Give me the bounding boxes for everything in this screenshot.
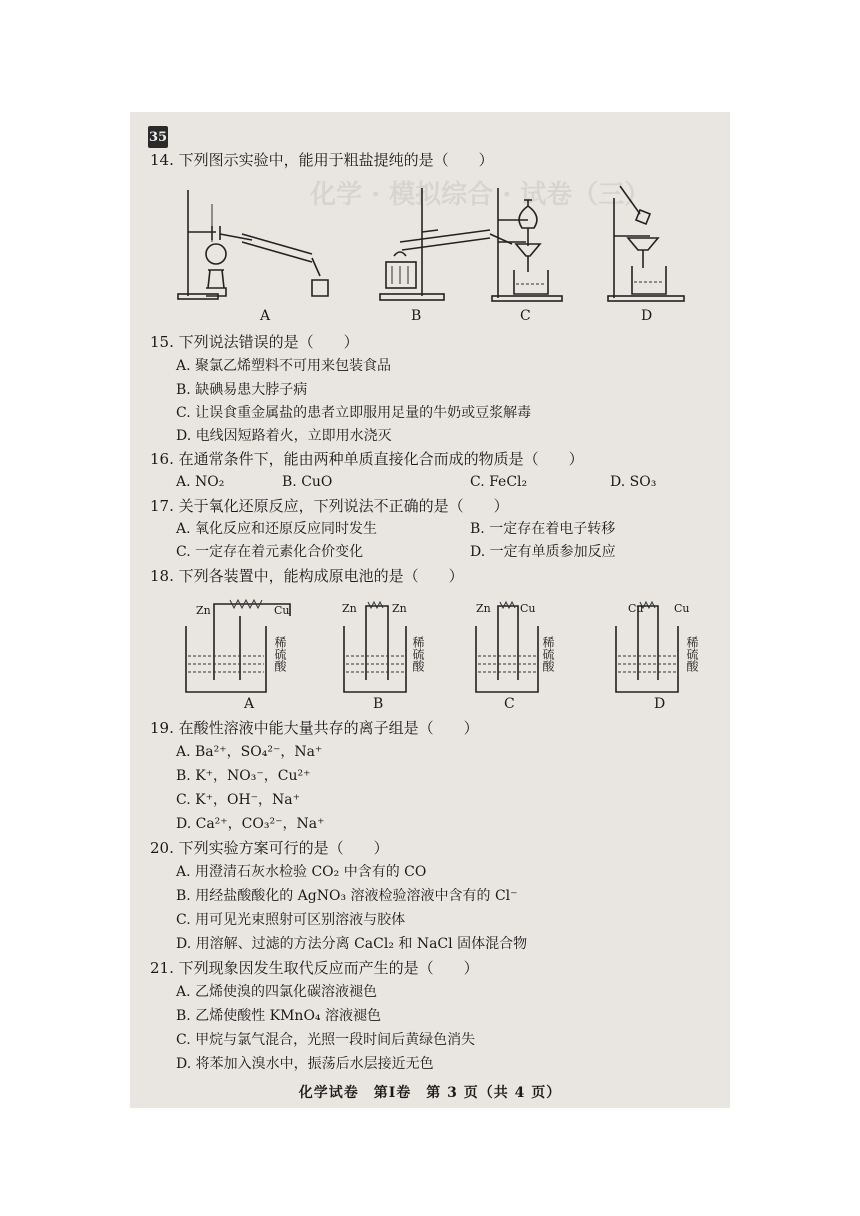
q16-option-a[interactable]: A. NO₂ [176,474,225,490]
cell-d-left-electrode: Cu [628,602,644,615]
q17-option-b[interactable]: B. 一定存在着电子转移 [470,521,616,537]
question-18-stem: 18. 下列各装置中，能构成原电池的是（ ） [150,567,464,585]
q15-option-b[interactable]: B. 缺碘易患大脖子病 [176,382,308,398]
q15-option-c[interactable]: C. 让误食重金属盐的患者立即服用足量的牛奶或豆浆解毒 [176,405,532,421]
q16-option-b[interactable]: B. CuO [282,474,333,490]
question-14-stem: 14. 下列图示实验中，能用于粗盐提纯的是（ ） [150,151,494,169]
q21-option-c[interactable]: C. 甲烷与氯气混合，光照一段时间后黄绿色消失 [176,1032,476,1048]
q15-option-a[interactable]: A. 聚氯乙烯塑料不可用来包装食品 [176,358,392,374]
q17-option-c[interactable]: C. 一定存在着元素化合价变化 [176,544,364,560]
cell-c-left-electrode: Zn [476,602,491,615]
q21-option-a[interactable]: A. 乙烯使溴的四氯化碳溶液褪色 [176,984,378,1000]
cell-b-solution-label: 稀硫酸 [411,636,425,672]
q19-option-a[interactable]: A. Ba²⁺，SO₄²⁻，Na⁺ [176,744,323,760]
q17-option-d[interactable]: D. 一定有单质参加反应 [470,544,616,560]
q14-label-c: C [520,308,531,324]
q14-label-a: A [260,308,271,324]
q18-label-c: C [504,696,515,712]
q21-option-b[interactable]: B. 乙烯使酸性 KMnO₄ 溶液褪色 [176,1008,381,1024]
q19-option-c[interactable]: C. K⁺，OH⁻，Na⁺ [176,792,301,808]
q14-label-b: B [411,308,422,324]
q19-option-b[interactable]: B. K⁺，NO₃⁻，Cu²⁺ [176,768,311,784]
q16-option-d[interactable]: D. SO₃ [610,474,657,490]
q18-label-d: D [654,696,666,712]
q20-option-b[interactable]: B. 用经盐酸酸化的 AgNO₃ 溶液检验溶液中含有的 Cl⁻ [176,888,518,904]
cell-d-right-electrode: Cu [674,602,690,615]
q18-label-a: A [244,696,255,712]
apparatus-14c-separatory-funnel [492,186,582,306]
apparatus-14d-evaporation [604,184,704,306]
question-19-stem: 19. 在酸性溶液中能大量共存的离子组是（ ） [150,719,479,737]
cell-c-right-electrode: Cu [520,602,536,615]
q19-option-d[interactable]: D. Ca²⁺，CO₃²⁻，Na⁺ [176,816,325,832]
cell-c-solution-label: 稀硫酸 [541,636,555,672]
question-20-stem: 20. 下列实验方案可行的是（ ） [150,839,389,857]
question-17-stem: 17. 关于氧化还原反应，下列说法不正确的是（ ） [150,497,509,515]
cell-d-solution-label: 稀硫酸 [685,636,699,672]
q15-option-d[interactable]: D. 电线因短路着火，立即用水浇灭 [176,428,392,444]
q18-label-b: B [373,696,384,712]
bleed-through-text: 化学 · 模拟综合 · 试卷（三） [310,180,651,210]
q16-option-c[interactable]: C. FeCl₂ [470,474,528,490]
q20-option-c[interactable]: C. 用可见光束照射可区别溶液与胶体 [176,912,406,928]
cell-b-right-electrode: Zn [392,602,407,615]
q20-option-d[interactable]: D. 用溶解、过滤的方法分离 CaCl₂ 和 NaCl 固体混合物 [176,936,528,952]
question-21-stem: 21. 下列现象因发生取代反应而产生的是（ ） [150,959,479,977]
q14-label-d: D [641,308,653,324]
question-15-stem: 15. 下列说法错误的是（ ） [150,333,359,351]
q17-option-a[interactable]: A. 氧化反应和还原反应同时发生 [176,521,378,537]
apparatus-14a-distillation [182,184,332,304]
cell-b-left-electrode: Zn [342,602,357,615]
q20-option-a[interactable]: A. 用澄清石灰水检验 CO₂ 中含有的 CO [176,864,427,880]
page-badge: 35 [148,126,168,148]
question-16-stem: 16. 在通常条件下，能由两种单质直接化合而成的物质是（ ） [150,450,584,468]
page-footer: 化学试卷 第Ⅰ卷 第 3 页（共 4 页） [298,1085,562,1101]
cell-a-solution-label: 稀硫酸 [273,636,287,672]
exam-page [130,112,730,1108]
cell-a-right-electrode: Cu [274,604,290,617]
q21-option-d[interactable]: D. 将苯加入溴水中，振荡后水层接近无色 [176,1056,434,1072]
cell-a-left-electrode: Zn [196,604,211,617]
